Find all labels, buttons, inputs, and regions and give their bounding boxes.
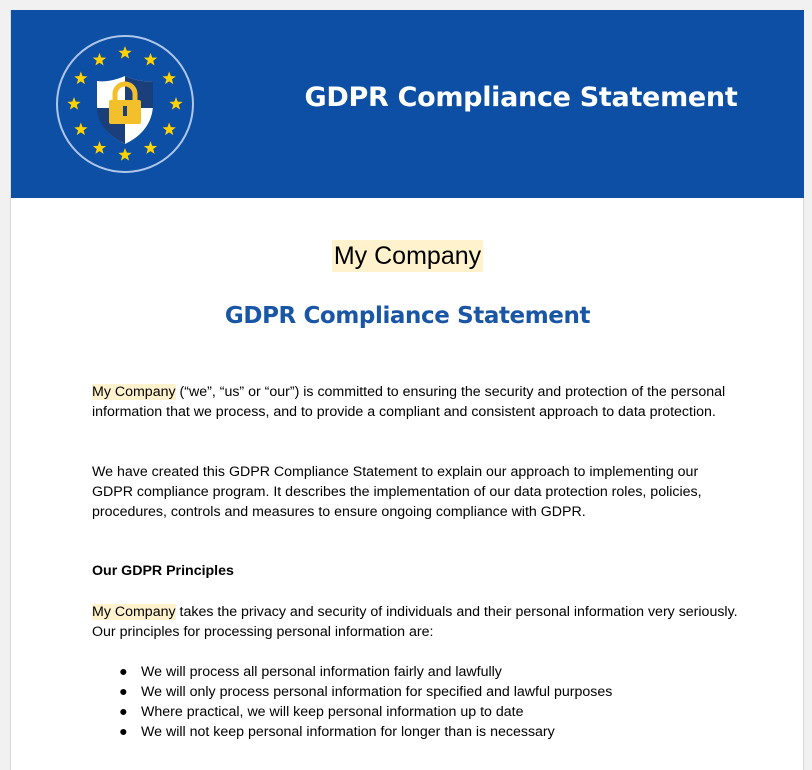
principles-heading: Our GDPR Principles	[92, 563, 234, 579]
bullet-icon: ●	[119, 724, 128, 740]
company-name-block	[11, 242, 804, 271]
intro-paragraph	[92, 382, 742, 422]
eu-stars-shield-padlock-icon	[55, 34, 195, 174]
bullet-icon: ●	[119, 664, 128, 680]
list-item-text: We will not keep personal information for longer than is necessary	[141, 724, 555, 740]
list-item	[109, 682, 612, 702]
list-item-text: We will process all personal information fairly and lawfully	[141, 664, 502, 680]
header-banner	[11, 10, 804, 198]
bullet-icon: ●	[119, 684, 128, 700]
company-name-highlight: My Company	[92, 384, 176, 400]
company-name: My Company	[333, 242, 482, 270]
document-page	[10, 10, 804, 770]
company-name-highlight: My Company	[92, 604, 176, 620]
bullet-icon: ●	[119, 704, 128, 720]
principles-intro-paragraph	[92, 602, 742, 642]
document-title: GDPR Compliance Statement	[224, 303, 591, 329]
list-item-text: We will only process personal information for specified and lawful purposes	[141, 684, 613, 700]
principles-intro-text: takes the privacy and security of individuals and their personal information very seriously. Our principles for processing personal information are:	[92, 604, 738, 640]
approach-paragraph: We have created this GDPR Compliance Statement to explain our approach to implementing our GDPR compliance program. It describes the implementation of our data protection roles, policies, procedures, controls and measures to ensure ongoing compliance with GDPR.	[92, 464, 702, 520]
list-item-text: Where practical, we will keep personal information up to date	[141, 704, 524, 720]
banner-title: GDPR Compliance Statement	[304, 82, 738, 113]
list-item	[109, 722, 612, 742]
intro-text: (“we”, “us” or “our”) is committed to ensuring the security and protection of the personal information that we process, and to provide a compliant and consistent approach to data protection.	[92, 384, 726, 420]
principles-list	[109, 662, 612, 742]
list-item	[109, 662, 612, 682]
list-item	[109, 702, 612, 722]
